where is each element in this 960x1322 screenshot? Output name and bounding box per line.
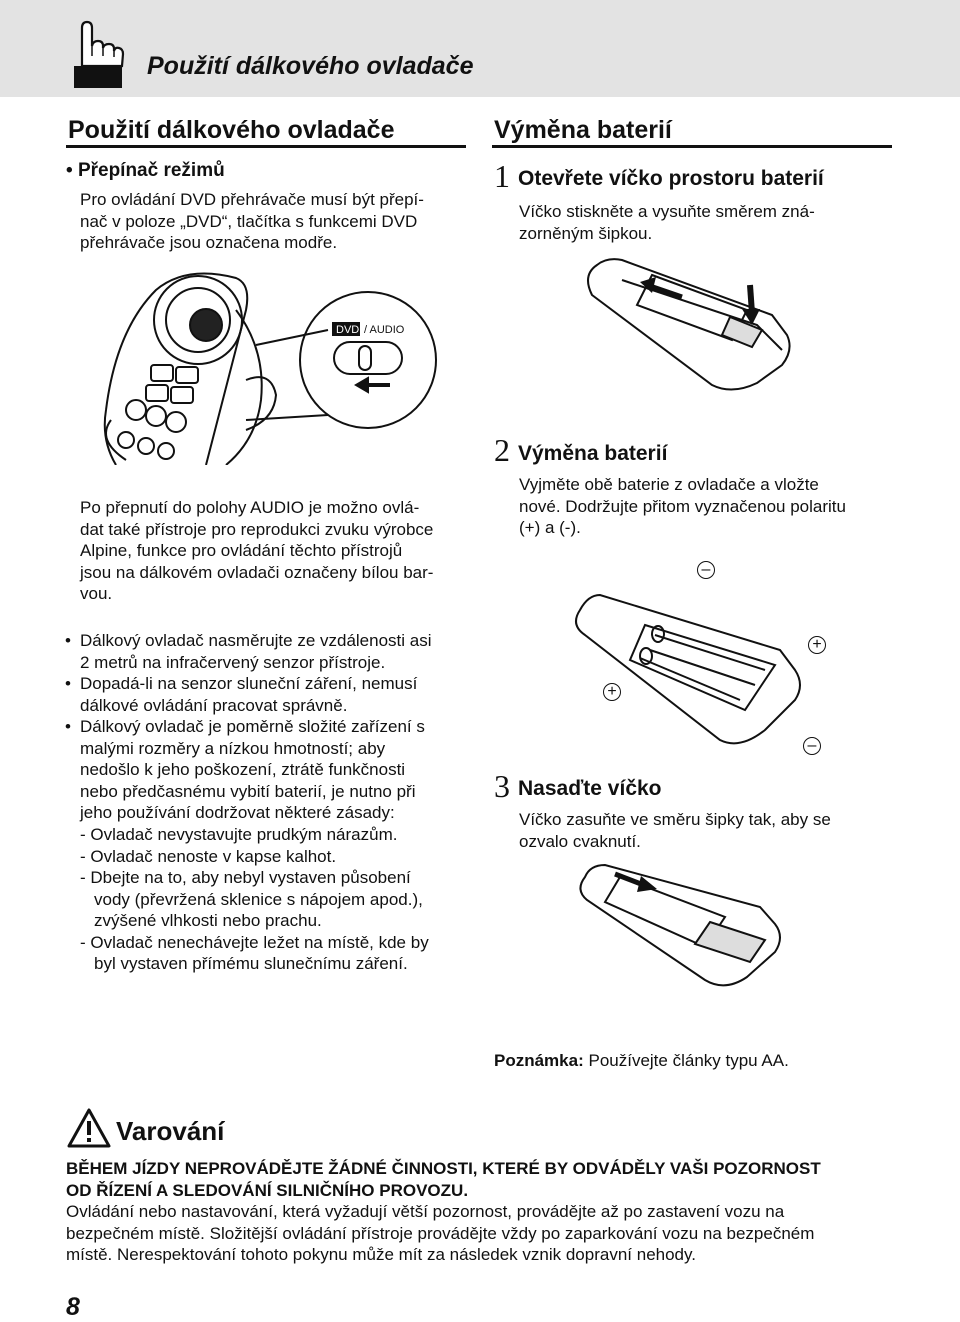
- replace-batteries-illustration: [570, 590, 810, 755]
- plus-terminal-icon: +: [808, 636, 826, 654]
- usage-bullet-list: [65, 630, 475, 824]
- open-cover-illustration: [582, 255, 797, 400]
- note-text: Používejte články typu AA.: [588, 1051, 789, 1070]
- header-band: [0, 0, 960, 97]
- minus-terminal-icon: –: [803, 737, 821, 755]
- left-heading: Použití dálkového ovladače: [68, 116, 395, 144]
- step-2-number: 2: [494, 432, 510, 468]
- list-item: - Ovladač nenechávejte ležet na místě, kde by byl vystaven přímému slunečnímu záření.: [80, 932, 429, 973]
- list-item: - Dbejte na to, aby nebyl vystaven působení vody (převržená sklenice s nápojem apod.), zvýšené vlhkosti nebo prachu.: [80, 868, 423, 930]
- plus-terminal-icon: +: [603, 683, 621, 701]
- note-label: Poznámka:: [494, 1051, 584, 1070]
- step-3-title: Nasaďte víčko: [518, 777, 662, 800]
- step-3-text: Víčko zasuňte ve směru šipky tak, aby se ozvalo cvaknutí.: [519, 810, 831, 851]
- step-1-text: Víčko stiskněte a vysuňte směrem zná- zorněným šipkou.: [519, 202, 815, 243]
- page-number: 8: [66, 1293, 80, 1321]
- right-heading-rule: [492, 145, 892, 148]
- list-item: • Dálkový ovladač je poměrně složité zařízení s malými rozměry a nízkou hmotností; aby nedošlo k jeho poškození, ztrátě funkčnosti nebo předčasnému vybití baterií, je nutno při jeho používání dodržovat některé zásady:: [65, 716, 475, 824]
- minus-terminal-icon: –: [697, 561, 715, 579]
- step-2-title: Výměna baterií: [518, 442, 668, 465]
- switch-label-dvd: DVD: [336, 324, 360, 336]
- right-heading: Výměna baterií: [494, 116, 672, 144]
- mode-switch-text: Pro ovládání DVD přehrávače musí být přepí- nač v poloze „DVD“, tlačítka s funkcemi DVD přehrávače jsou označena modře.: [80, 190, 424, 252]
- step-1-title: Otevřete víčko prostoru baterií: [518, 167, 824, 190]
- remote-hand-illustration: [96, 270, 446, 470]
- warning-text: BĚHEM JÍZDY NEPROVÁDĚJTE ŽÁDNÉ ČINNOSTI, KTERÉ BY ODVÁDĚLY VAŠI POZORNOST OD ŘÍZENÍ A SLEDOVÁNÍ SILNIČNÍHO PROVOZU. Ovládání nebo nastavování, která vyžadují větší pozornost, provádějte až po zastavení vozu na bezpečném místě. Složitější ovládání přístroje provádějte vždy po zaparkování vozu na bezpečném místě. Nerespektování tohoto pokynu může mít za následek vznik dopravní nehody.: [66, 1159, 821, 1264]
- list-item: - Ovladač nevystavujte prudkým nárazům.: [80, 825, 398, 844]
- warning-title: Varování: [116, 1116, 225, 1146]
- list-item: • Dopadá-li na senzor sluneční záření, nemusí dálkové ovládání pracovat správně.: [65, 673, 475, 716]
- header-title: Použití dálkového ovladače: [147, 52, 474, 80]
- close-cover-illustration: [575, 862, 790, 997]
- list-item: • Dálkový ovladač nasměrujte ze vzdálenosti asi 2 metrů na infračervený senzor přístroje.: [65, 630, 475, 673]
- step-1-number: 1: [494, 158, 510, 194]
- step-3-number: 3: [494, 768, 510, 804]
- step-2-text: Vyjměte obě baterie z ovladače a vložte nové. Dodržujte přitom vyznačenou polaritu (+) a (-).: [519, 475, 846, 537]
- list-item: - Ovladač nenoste v kapse kalhot.: [80, 846, 337, 866]
- mode-switch-title: • Přepínač režimů: [66, 160, 225, 181]
- audio-mode-text: Po přepnutí do polohy AUDIO je možno ovlá- dat také přístroje pro reprodukci zvuku výrobce Alpine, funkce pro ovládání těchto přístrojů jsou na dálkovém ovladači označeny bílou bar- vou.: [80, 498, 434, 603]
- warning-triangle-icon: [66, 1107, 112, 1154]
- note: [494, 1050, 789, 1072]
- rules-dash-list: [80, 824, 480, 975]
- hand-pointer-icon: [72, 18, 128, 95]
- left-heading-rule: [66, 145, 466, 148]
- switch-label-audio: / AUDIO: [364, 324, 405, 336]
